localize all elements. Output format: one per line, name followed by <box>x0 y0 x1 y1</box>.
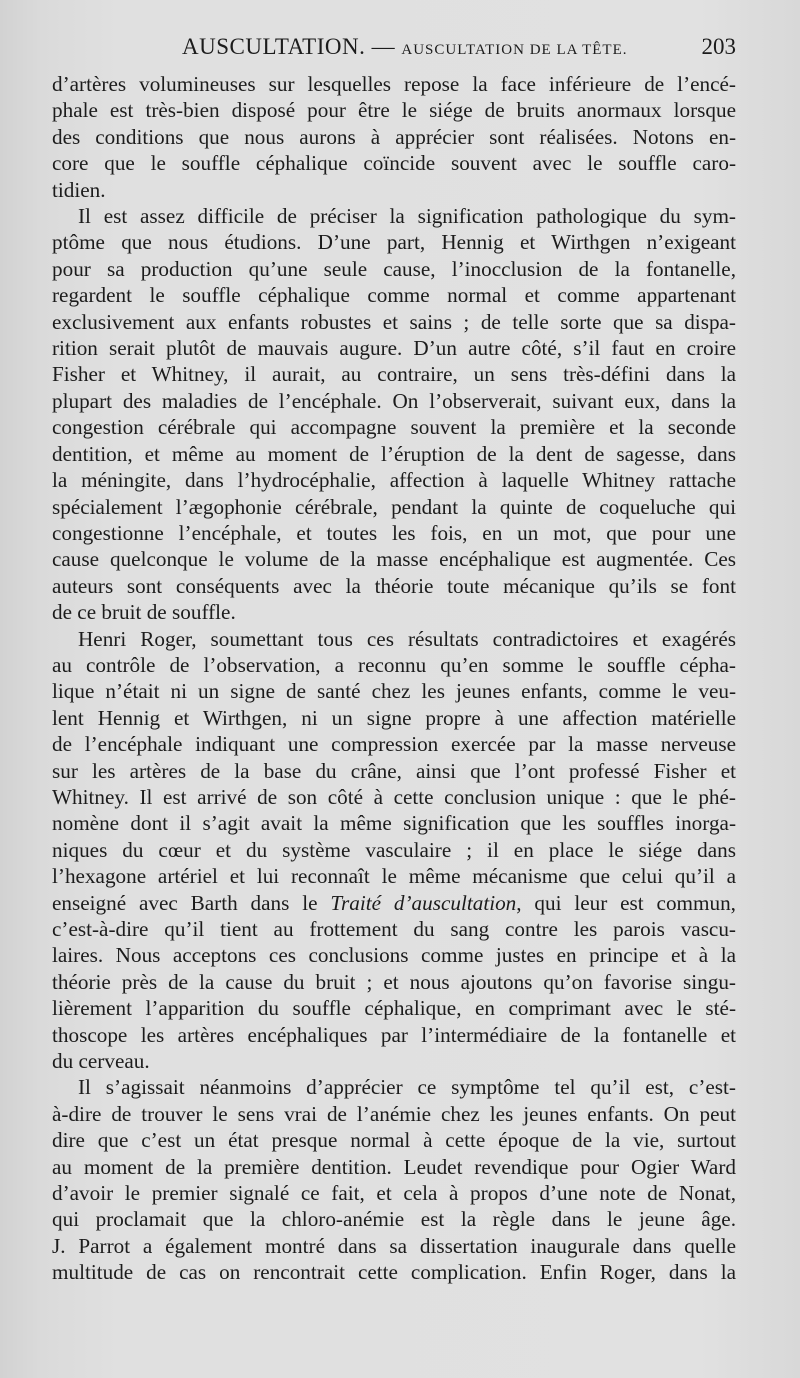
text-line: l’hexagone artériel et lui reconnaît le même mécanisme que celui qu’il a <box>52 864 736 889</box>
running-title-section: AUSCULTATION DE LA TÊTE. <box>401 42 628 58</box>
text-line: à-dire de trouver le sens vrai de l’anémie chez les jeunes enfants. On peut <box>52 1101 736 1126</box>
text-line: exclusivement aux enfants robustes et sains ; de telle sorte que sa dispa- <box>52 309 736 334</box>
text-line: lièrement l’apparition du souffle céphalique, en comprimant avec le sté- <box>52 996 736 1021</box>
text-line: c’est-à-dire qu’il tient au frottement du sang contre les parois vascu- <box>52 917 736 941</box>
text-line: rition serait plutôt de mauvais augure. D’un autre côté, s’il faut en croire <box>52 336 736 361</box>
text-line: auteurs sont conséquents avec la théorie toute mécanique qu’ils se font <box>52 573 736 598</box>
text-line: cause quelconque le volume de la masse encéphalique est augmentée. Ces <box>52 547 736 572</box>
text-segment: , qui leur est commun, <box>516 890 736 915</box>
text-line: niques du cœur et du système vasculaire ; il en place le siége dans <box>52 837 736 862</box>
text-line: d’artères volumineuses sur lesquelles repose la face inférieure de l’encé- <box>52 72 736 96</box>
text-line: ptôme que nous étudions. D’une part, Hennig et Wirthgen n’exigeant <box>52 230 736 255</box>
text-line: laires. Nous acceptons ces conclusions comme justes en principe et à la <box>52 943 736 968</box>
text-line: Henri Roger, soumettant tous ces résultats contradictoires et exagérés <box>78 626 736 651</box>
text-line: congestionne l’encéphale, et toutes les fois, en un mot, que pour une <box>52 520 736 545</box>
running-title-main: AUSCULTATION. <box>182 34 366 59</box>
text-line: Fisher et Whitney, il aurait, au contraire, un sens très-défini dans la <box>52 362 736 387</box>
text-line: qui proclamait que la chloro-anémie est la règle dans le jeune âge. <box>52 1207 736 1232</box>
text-line: du cerveau. <box>52 1049 150 1074</box>
text-line: sur les artères de la base du crâne, ainsi que l’ont professé Fisher et <box>52 758 736 783</box>
text-line: la méningite, dans l’hydrocéphalie, affection à laquelle Whitney rattache <box>52 468 736 493</box>
book-title-italic: Traité d’auscultation <box>330 890 517 915</box>
page-number: 203 <box>701 34 736 59</box>
text-line: des conditions que nous aurons à apprécier sont réalisées. Notons en- <box>52 124 736 149</box>
running-header <box>52 34 736 64</box>
body-text <box>52 71 736 1286</box>
text-line: théorie près de la cause du bruit ; et nous ajoutons qu’on favorise singu- <box>52 969 736 994</box>
text-line: d’avoir le premier signalé ce fait, et cela à propos d’une note de Nonat, <box>52 1181 736 1206</box>
text-line: au moment de la première dentition. Leudet revendique pour Ogier Ward <box>52 1154 736 1179</box>
text-line: plupart des maladies de l’encéphale. On l’observerait, suivant eux, dans la <box>52 388 736 413</box>
text-line: de l’encéphale indiquant une compression exercée par la masse nerveuse <box>52 732 736 757</box>
text-line: phale est très-bien disposé pour être le siége de bruits anormaux lorsque <box>52 98 736 123</box>
text-line: Il s’agissait néanmoins d’apprécier ce symptôme tel qu’il est, c’est- <box>78 1075 736 1100</box>
text-line: regardent le souffle céphalique comme normal et comme appartenant <box>52 283 736 308</box>
text-segment: enseigné avec Barth dans le <box>52 890 331 915</box>
running-title-dash: — <box>365 34 402 59</box>
text-line: multitude de cas on rencontrait cette complication. Enfin Roger, dans la <box>52 1260 736 1285</box>
text-line: nomène dont il s’agit avait la même signification que les souffles inorga- <box>52 811 736 836</box>
text-line <box>52 890 736 916</box>
text-line: tidien. <box>52 177 106 202</box>
text-line: Whitney. Il est arrivé de son côté à cette conclusion unique : que le phé- <box>52 784 736 809</box>
text-line: Il est assez difficile de préciser la signification pathologique du sym- <box>78 204 736 229</box>
text-line: J. Parrot a également montré dans sa dissertation inaugurale dans quelle <box>52 1233 736 1258</box>
text-line: pour sa production qu’une seule cause, l’inocclusion de la fontanelle, <box>52 256 736 281</box>
text-line: lique n’était ni un signe de santé chez les jeunes enfants, comme le veu- <box>52 679 736 704</box>
running-title <box>182 34 628 60</box>
text-line: spécialement l’ægophonie cérébrale, pendant la quinte de coqueluche qui <box>52 494 736 519</box>
text-line: au contrôle de l’observation, a reconnu qu’en somme le souffle cépha- <box>52 652 736 677</box>
text-line: thoscope les artères encéphaliques par l’intermédiaire de la fontanelle et <box>52 1022 736 1047</box>
text-line: lent Hennig et Wirthgen, ni un signe propre à une affection matérielle <box>52 705 736 730</box>
text-line: dire que c’est un état presque normal à cette époque de la vie, surtout <box>52 1128 736 1153</box>
text-line: dentition, et même au moment de l’éruption de la dent de sagesse, dans <box>52 441 736 466</box>
text-line: congestion cérébrale qui accompagne souvent la première et la seconde <box>52 415 736 440</box>
text-line: de ce bruit de souffle. <box>52 600 236 625</box>
text-line: core que le souffle céphalique coïncide souvent avec le souffle caro- <box>52 151 736 176</box>
